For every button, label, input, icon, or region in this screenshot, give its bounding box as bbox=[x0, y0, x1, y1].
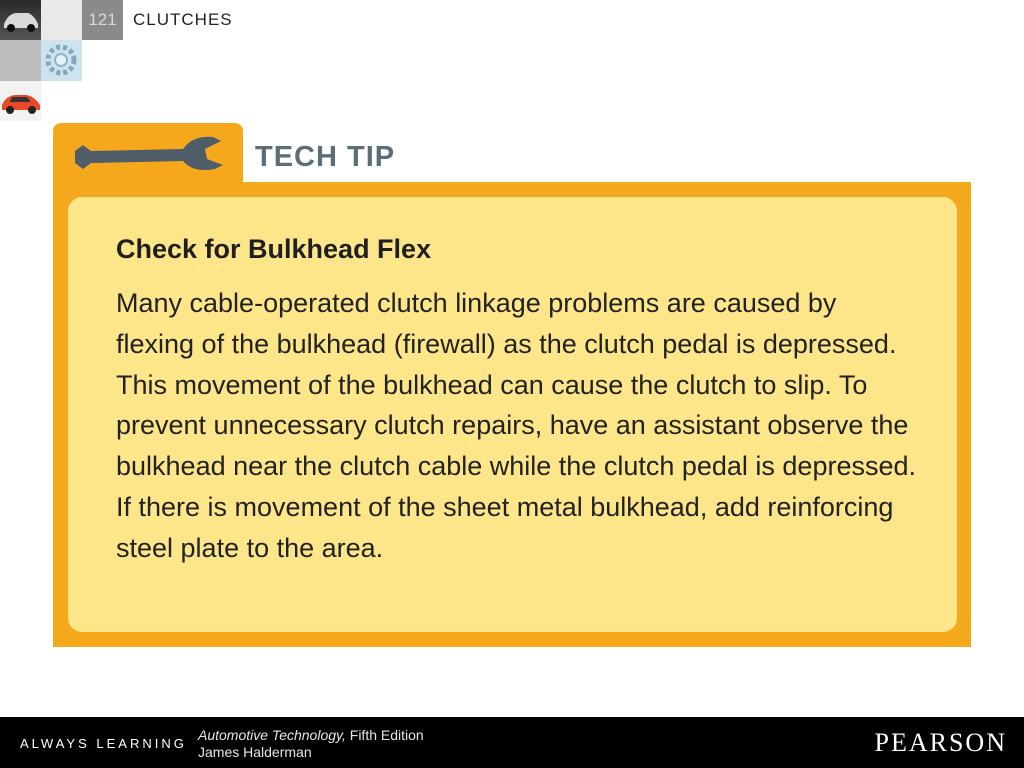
publisher-logo: PEARSON bbox=[874, 728, 1007, 757]
gear-thumbnail bbox=[41, 40, 82, 81]
tech-tip-body: Many cable-operated clutch linkage problems are caused by flexing of the bulkhead (firewall) as the clutch pedal is depressed. This movement of the bulkhead can cause the clutch to slip. To prevent unnecessary clutch repairs, have an assistant observe the bulkhead near the clutch cable while the clutch pedal is depressed. If there is movement of the sheet metal bulkhead, add reinforcing steel plate to the area. bbox=[116, 288, 917, 563]
blank-thumbnail bbox=[41, 0, 82, 40]
footer-tagline: ALWAYS LEARNING bbox=[20, 736, 187, 751]
red-car-thumbnail bbox=[0, 81, 41, 121]
book-author: James Halderman bbox=[198, 744, 312, 760]
book-citation bbox=[198, 727, 424, 761]
slide-number: 121 bbox=[82, 0, 123, 40]
tech-tip-title: Check for Bulkhead Flex bbox=[116, 234, 432, 264]
book-title: Automotive Technology, bbox=[198, 727, 346, 743]
tech-tip-heading: TECH TIP bbox=[255, 141, 396, 173]
grey-thumbnail bbox=[0, 40, 41, 81]
footer-bar bbox=[0, 717, 1024, 768]
section-title: CLUTCHES bbox=[133, 10, 233, 29]
book-edition: Fifth Edition bbox=[345, 727, 424, 743]
car-thumbnail bbox=[0, 0, 41, 40]
